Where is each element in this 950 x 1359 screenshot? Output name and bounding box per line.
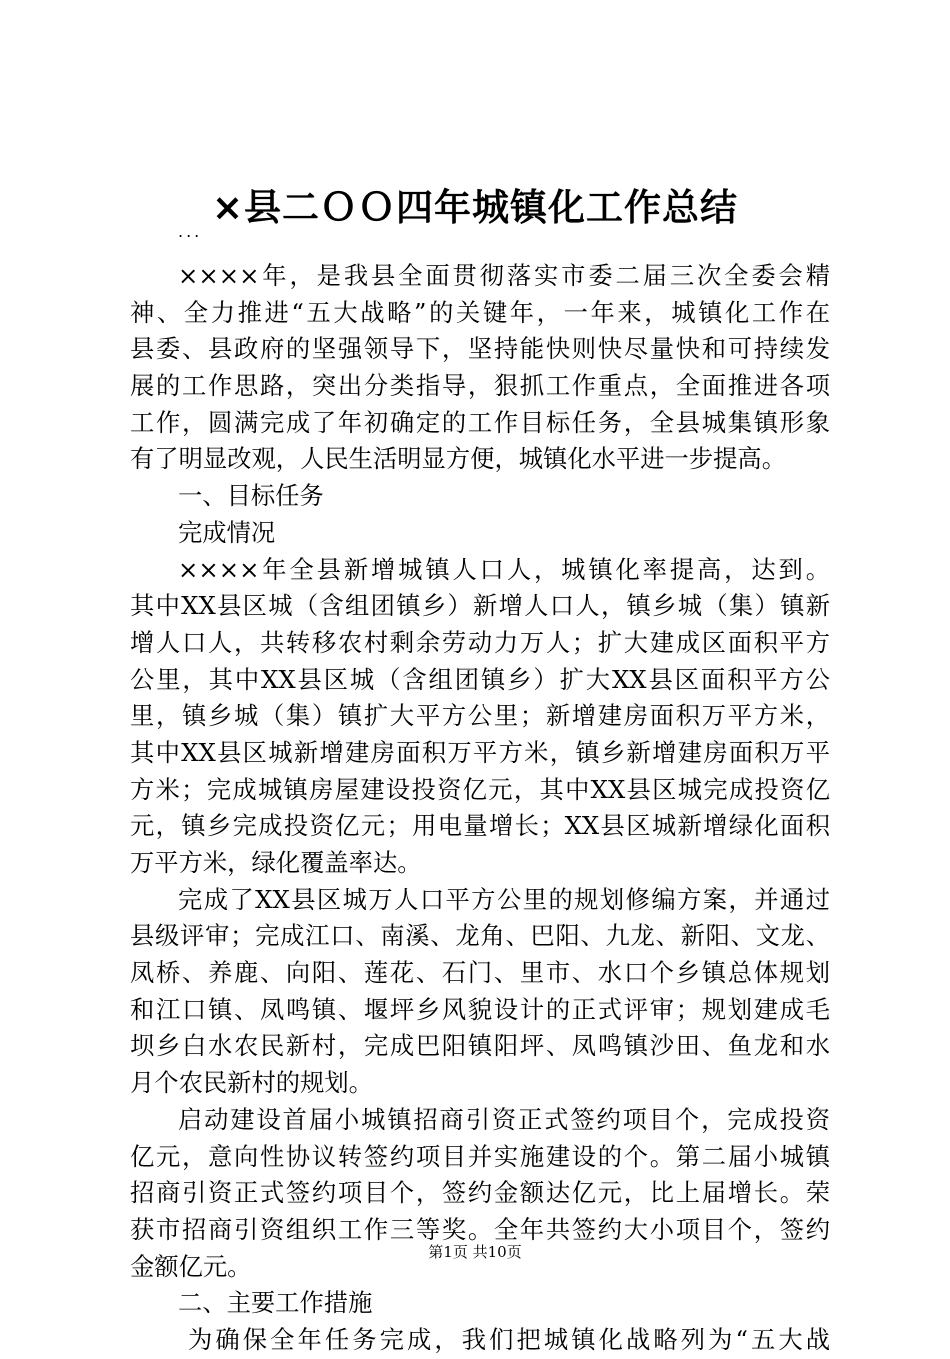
- document-body: [130, 258, 830, 1359]
- body-text-line: 其中XX县区城（含组团镇乡）新增人口人，镇乡城（集）镇新: [130, 591, 830, 621]
- body-text-line: 展的工作思路，突出分类指导，狠抓工作重点，全面推进各项: [130, 371, 830, 401]
- body-text-line: 里，镇乡城（集）镇扩大平方公里；新增建房面积万平方米，: [130, 701, 830, 731]
- body-text-line: 坝乡白水农民新村，完成巴阳镇阳坪、凤鸣镇沙田、鱼龙和水: [130, 1031, 830, 1061]
- body-text-line: 金额亿元。: [130, 1251, 252, 1281]
- body-text-line: 方米；完成城镇房屋建设投资亿元，其中XX县区城完成投资亿: [130, 774, 830, 804]
- body-text-line: 为确保全年任务完成，我们把城镇化战略列为“五大战: [188, 1324, 830, 1354]
- document-title: ×县二ＯＯ四年城镇化工作总结: [211, 186, 738, 229]
- body-text-line: 万平方米，绿化覆盖率达。: [130, 848, 422, 877]
- body-text-line: 完成了XX县区城万人口平方公里的规划修编方案，并通过: [178, 884, 830, 914]
- body-text-line: 凤桥、养鹿、向阳、莲花、石门、里市、水口个乡镇总体规划: [130, 958, 830, 988]
- body-text-line: 县级评审；完成江口、南溪、龙角、巴阳、九龙、新阳、文龙、: [130, 921, 830, 951]
- body-text-line: 县委、县政府的坚强领导下，坚持能快则快尽量快和可持续发: [130, 334, 830, 364]
- page-indicator: 第1页 共10页: [428, 1243, 522, 1261]
- body-text-line: 和江口镇、凤鸣镇、堰坪乡风貌设计的正式评审；规划建成毛: [130, 994, 830, 1024]
- body-text-line: 一、目标任务: [178, 481, 324, 511]
- body-text-line: 有了明显改观，人民生活明显方便，城镇化水平进一步提高。: [130, 444, 787, 474]
- body-text-line: ××××年，是我县全面贯彻落实市委二届三次全委会精: [178, 261, 830, 290]
- body-text-line: 完成情况: [178, 517, 276, 547]
- body-text-line: 招商引资正式签约项目个，签约金额达亿元，比上届增长。荣: [130, 1178, 830, 1208]
- body-text-line: 其中XX县区城新增建房面积万平方米，镇乡新增建房面积万平: [130, 737, 830, 767]
- body-text-line: 亿元，意向性协议转签约项目并实施建设的个。第二届小城镇: [130, 1141, 830, 1171]
- body-text-line: ××××年全县新增城镇人口人，城镇化率提高，达到。: [178, 554, 830, 584]
- body-text-line: 公里，其中XX县区城（含组团镇乡）扩大XX县区面积平方公: [130, 664, 830, 694]
- body-text-line: 工作，圆满完成了年初确定的工作目标任务，全县城集镇形象: [130, 407, 830, 437]
- body-text-line: 获市招商引资组织工作三等奖。全年共签约大小项目个，签约: [130, 1214, 830, 1244]
- body-text-line: 二、主要工作措施: [178, 1288, 373, 1318]
- ellipsis-text: ...: [178, 222, 203, 241]
- body-text-line: 月个农民新村的规划。: [130, 1068, 373, 1098]
- body-text-line: 神、全力推进“五大战略”的关键年，一年来，城镇化工作在: [130, 297, 830, 327]
- body-text-line: 增人口人，共转移农村剩余劳动力万人；扩大建成区面积平方: [130, 627, 830, 657]
- body-text-line: 元，镇乡完成投资亿元；用电量增长；XX县区城新增绿化面积: [130, 811, 830, 841]
- body-text-line: 启动建设首届小城镇招商引资正式签约项目个，完成投资: [178, 1104, 830, 1134]
